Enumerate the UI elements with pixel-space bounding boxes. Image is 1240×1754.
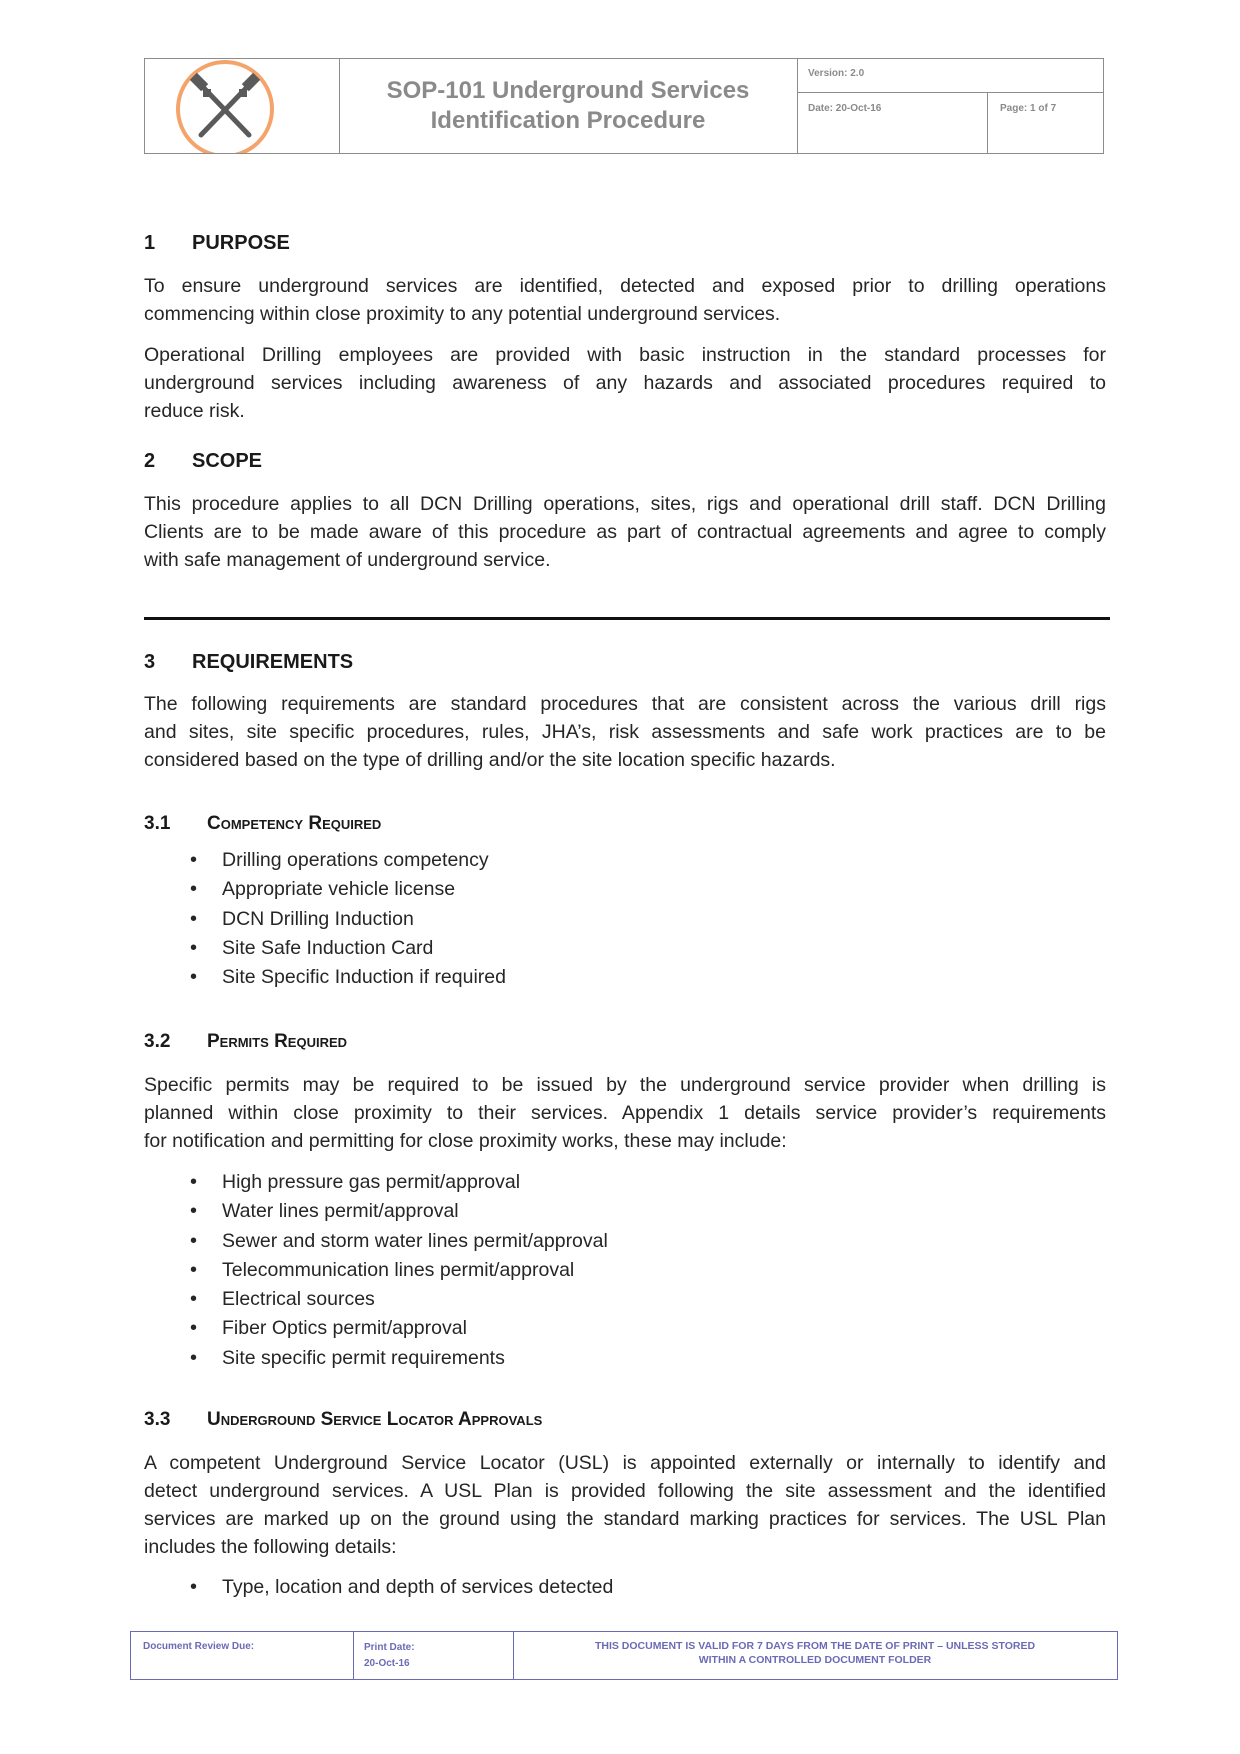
list-item-text: High pressure gas permit/approval [222, 1171, 521, 1193]
list-item-text: Telecommunication lines permit/approval [222, 1258, 575, 1281]
text-line: To ensure underground services are identified, detected and exposed prior to drilling operations [144, 275, 1106, 297]
bullet-icon: • [190, 878, 198, 901]
subsection-title: Competency Required [207, 813, 382, 834]
text-line: underground services including awareness of any hazards and associated procedures required to [144, 372, 1106, 394]
text-line: A competent Underground Service Locator (USL) is appointed externally or internally to identify and [144, 1452, 1106, 1474]
list-item [144, 1314, 608, 1343]
text-line: commencing within close proximity to any potential underground services. [144, 303, 781, 325]
list-item-text: Electrical sources [222, 1288, 375, 1311]
permits-list [144, 1168, 608, 1373]
subsection-number: 3.1 [144, 813, 171, 834]
list-item [144, 1285, 608, 1314]
review-due-label: Document Review Due: [131, 1632, 354, 1679]
list-item [144, 1227, 608, 1256]
section-title: SCOPE [192, 450, 263, 472]
text-line: The following requirements are standard procedures that are consistent across the various drill rigs [144, 693, 1106, 715]
section-number: 1 [144, 232, 156, 254]
section-heading-purpose [144, 232, 290, 255]
permits-paragraph [144, 1071, 1106, 1155]
list-item [144, 846, 506, 875]
list-item-text: Type, location and depth of services detected [222, 1576, 614, 1598]
section-title: PURPOSE [192, 232, 290, 254]
page-label: Page: 1 of 7 [1000, 103, 1057, 114]
list-item [144, 1168, 608, 1197]
text-line: services are marked up on the ground using the standard marking practices for services. The USL Plan [144, 1508, 1106, 1530]
bullet-icon: • [190, 849, 198, 871]
subsection-heading-competency [144, 813, 381, 835]
list-item [144, 1573, 613, 1602]
bullet-icon: • [190, 1576, 198, 1598]
title-line-1: SOP-101 Underground Services [386, 77, 750, 104]
list-item [144, 875, 506, 904]
subsection-number: 3.2 [144, 1031, 171, 1052]
section-number: 3 [144, 651, 156, 673]
print-date-cell [354, 1632, 514, 1679]
document-title [339, 59, 798, 153]
bullet-icon: • [190, 1317, 198, 1340]
text-line: for notification and permitting for close proximity works, these may include: [144, 1130, 787, 1152]
list-item [144, 963, 506, 992]
section-heading-requirements [144, 651, 353, 674]
validity-notice-line-2: WITHIN A CONTROLLED DOCUMENT FOLDER [698, 1654, 932, 1666]
requirements-paragraph [144, 690, 1106, 774]
title-line-2: Identification Procedure [430, 107, 706, 134]
list-item-text: DCN Drilling Induction [222, 907, 414, 930]
text-line: Clients are to be made aware of this procedure as part of contractual agreements and agree to comply [144, 521, 1106, 543]
list-item-text: Water lines permit/approval [222, 1200, 459, 1223]
bullet-icon: • [190, 907, 198, 930]
subsection-heading-usl [144, 1409, 542, 1431]
subsection-number: 3.3 [144, 1409, 171, 1430]
subsection-title: Underground Service Locator Approvals [207, 1409, 543, 1430]
bullet-icon: • [190, 1200, 198, 1223]
print-date-value: 20-Oct-16 [364, 1658, 410, 1669]
text-line: This procedure applies to all DCN Drilling operations, sites, rigs and operational drill staff. DCN Drilling [144, 493, 1106, 515]
text-line: reduce risk. [144, 400, 245, 422]
section-number: 2 [144, 450, 156, 472]
bullet-icon: • [190, 936, 198, 959]
text-line: detect underground services. A USL Plan is provided following the site assessment and the identified [144, 1480, 1106, 1502]
list-item [144, 1344, 608, 1373]
print-date-label: Print Date: [364, 1642, 415, 1653]
purpose-paragraph-1 [144, 272, 1106, 328]
subsection-title: Permits Required [207, 1031, 348, 1052]
purpose-paragraph-2 [144, 341, 1106, 425]
text-line: Operational Drilling employees are provided with basic instruction in the standard processes for [144, 344, 1106, 366]
version-label: Version: 2.0 [798, 59, 1103, 93]
text-line: and sites, site specific procedures, rules, JHA’s, risk assessments and safe work practices are to be [144, 721, 1106, 743]
list-item-text: Appropriate vehicle license [222, 878, 456, 901]
document-header [144, 58, 1104, 154]
scope-paragraph [144, 490, 1106, 574]
date-label: Date: 20-Oct-16 [798, 93, 988, 153]
bullet-icon: • [190, 1288, 198, 1311]
section-heading-scope [144, 450, 262, 473]
list-item-text: Site Safe Induction Card [222, 936, 434, 959]
text-line: with safe management of underground service. [144, 549, 551, 571]
bullet-icon: • [190, 1229, 198, 1252]
list-item [144, 934, 506, 963]
usl-list [144, 1573, 613, 1602]
bullet-icon: • [190, 966, 198, 989]
list-item-text: Sewer and storm water lines permit/approval [222, 1229, 608, 1252]
list-item-text: Site specific permit requirements [222, 1346, 505, 1369]
section-divider [144, 617, 1110, 620]
list-item-text: Drilling operations competency [222, 849, 489, 871]
text-line: considered based on the type of drilling and/or the site location specific hazards. [144, 749, 836, 771]
text-line: includes the following details: [144, 1536, 397, 1558]
competency-list [144, 846, 506, 992]
usl-paragraph [144, 1449, 1106, 1561]
bullet-icon: • [190, 1258, 198, 1281]
bullet-icon: • [190, 1346, 198, 1369]
list-item-text: Fiber Optics permit/approval [222, 1317, 467, 1340]
subsection-heading-permits [144, 1031, 347, 1053]
logo-cell [145, 59, 340, 153]
section-title: REQUIREMENTS [192, 651, 354, 673]
text-line: planned within close proximity to their services. Appendix 1 details service provider’s requirements [144, 1102, 1106, 1124]
list-item [144, 1197, 608, 1226]
validity-notice [514, 1632, 1116, 1679]
list-item [144, 905, 506, 934]
list-item [144, 1256, 608, 1285]
document-footer [130, 1631, 1118, 1680]
list-item-text: Site Specific Induction if required [222, 966, 506, 989]
text-line: Specific permits may be required to be issued by the underground service provider when drilling is [144, 1074, 1106, 1096]
validity-notice-line-1: THIS DOCUMENT IS VALID FOR 7 DAYS FROM THE DATE OF PRINT – UNLESS STORED [594, 1640, 1036, 1652]
bullet-icon: • [190, 1171, 198, 1193]
crossed-drills-logo-icon [145, 59, 339, 153]
